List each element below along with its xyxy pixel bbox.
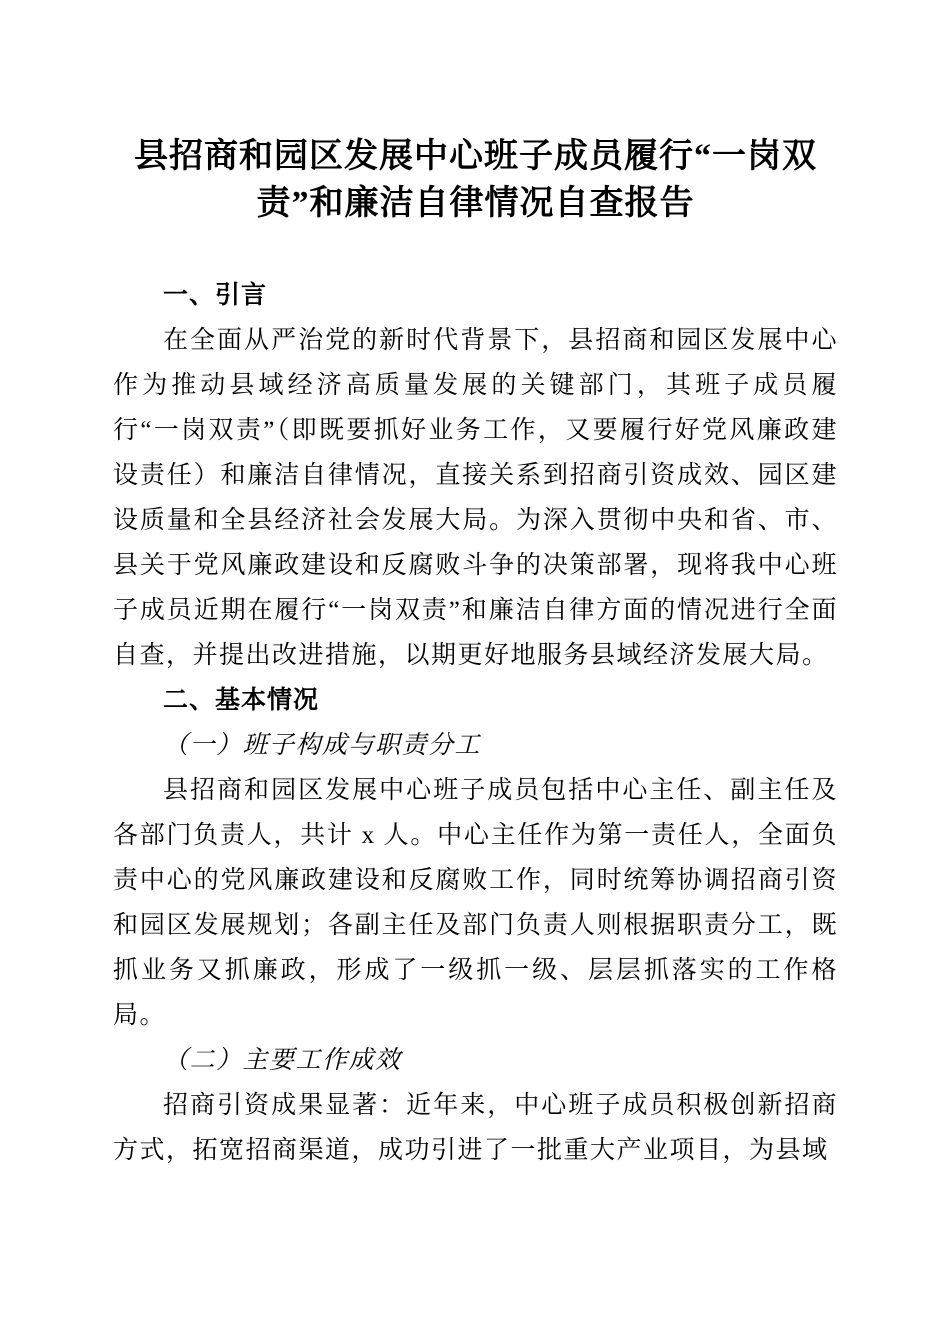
document-title-line-1: 县招商和园区发展中心班子成员履行“一岗双 — [134, 138, 817, 175]
paragraph-main-achievements: 招商引资成果显著：近年来，中心班子成员积极创新招商方式，拓宽招商渠道，成功引进了一批重大产业项目，为县域 — [113, 1092, 838, 1164]
paragraph-team-composition: 县招商和园区发展中心班子成员包括中心主任、副主任及各部门负责人，共计 x 人。中心主任作为第一责任人，全面负责中心的党风廉政建设和反腐败工作，同时统筹协调招商引资和园区发展规划；各副主任及部门负责人则根据职责分工，既抓业务又抓廉政，形成了一级抓一级、层层抓落实的工作格局。 — [113, 777, 838, 1029]
document-title — [113, 133, 838, 227]
section-heading-introduction: 一、引言 — [163, 281, 268, 309]
document-title-line-2: 责”和廉洁自律情况自查报告 — [256, 185, 695, 222]
paragraph-introduction: 在全面从严治党的新时代背景下，县招商和园区发展中心作为推动县域经济高质量发展的关键部门，其班子成员履行“一岗双责”（即既要抓好业务工作，又要履行好党风廉政建设责任）和廉洁自律情况，直接关系到招商引资成效、园区建设质量和全县经济社会发展大局。为深入贯彻中央和省、市、县关于党风廉政建设和反腐败斗争的决策部署，现将我中心班子成员近期在履行“一岗双责”和廉洁自律方面的情况进行全面自查，并提出改进措施，以期更好地服务县域经济发展大局。 — [113, 327, 838, 669]
section-heading-basic-situation: 二、基本情况 — [163, 686, 320, 714]
subsection-heading-main-achievements: （二）主要工作成效 — [163, 1047, 402, 1074]
subsection-heading-team-composition: （一）班子构成与职责分工 — [163, 732, 482, 759]
